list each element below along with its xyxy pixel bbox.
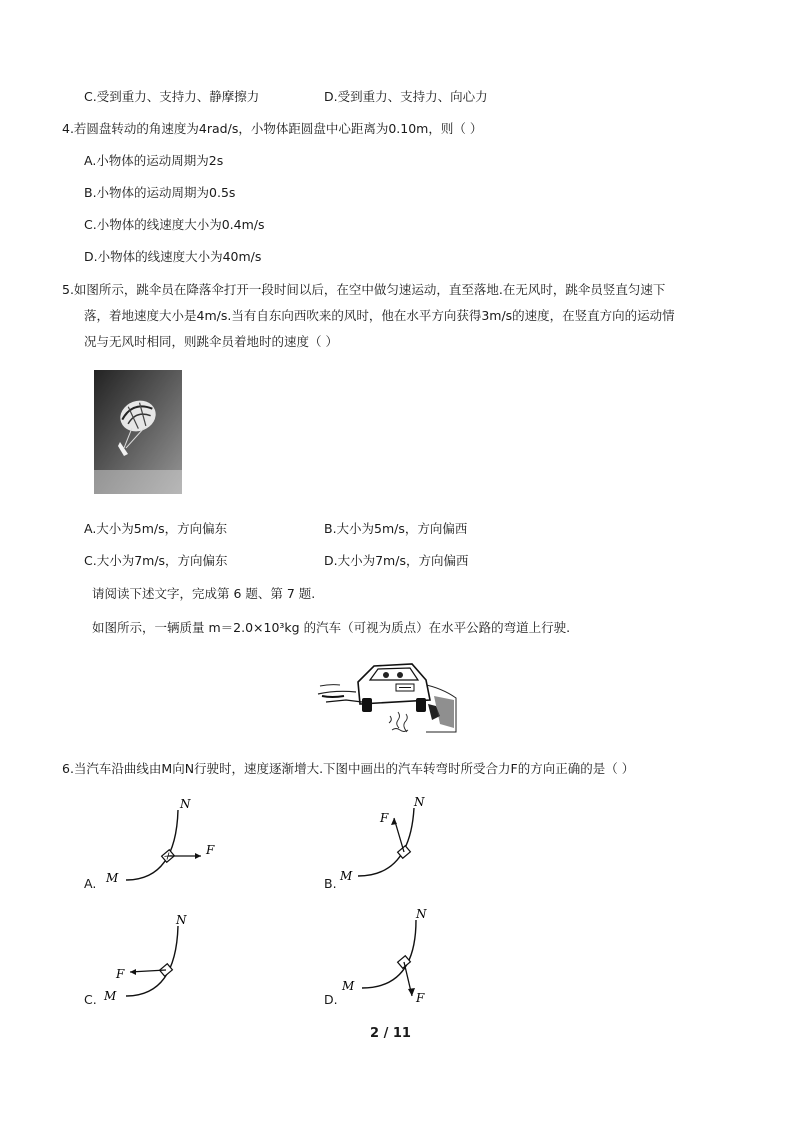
reading-text: 如图所示，一辆质量 m＝2.0×10³kg 的汽车（可视为质点）在水平公路的弯道上行驶. — [92, 620, 571, 635]
point-m-label: M — [104, 989, 117, 1003]
point-m-label: M — [342, 979, 355, 993]
q5-stem-line-3: 况与无风时相同，则跳伞员着地时的速度（ ） — [84, 334, 338, 349]
force-label: F — [206, 843, 215, 857]
q6-option-d-label: D. — [324, 992, 338, 1007]
q6-option-b-diagram — [330, 792, 470, 896]
q3-option-d: D.受到重力、支持力、向心力 — [324, 89, 488, 104]
point-n-label: N — [416, 907, 427, 921]
q6-option-a-label: A. — [84, 876, 97, 891]
q4-option-a: A.小物体的运动周期为2s — [84, 153, 224, 168]
parachutist-photo — [94, 370, 182, 494]
q6-option-c-label: C. — [84, 992, 97, 1007]
q6-option-b-label: B. — [324, 876, 337, 891]
q6-stem: 6.当汽车沿曲线由M向N行驶时，速度逐渐增大.下图中画出的汽车转弯时所受合力F的方向正确的是（ ） — [62, 761, 635, 776]
q5-option-a: A.大小为5m/s，方向偏东 — [84, 521, 228, 536]
q5-option-b: B.大小为5m/s，方向偏西 — [324, 521, 468, 536]
force-label: F — [416, 991, 425, 1005]
q5-option-c: C.大小为7m/s，方向偏东 — [84, 553, 228, 568]
page-number: 2 / 11 — [370, 1026, 411, 1041]
q4-option-b: B.小物体的运动周期为0.5s — [84, 185, 236, 200]
reading-intro: 请阅读下述文字，完成第 6 题、第 7 题. — [92, 586, 316, 601]
q5-option-d: D.大小为7m/s，方向偏西 — [324, 553, 469, 568]
force-label: F — [380, 811, 389, 825]
q4-stem: 4.若圆盘转动的角速度为4rad/s，小物体距圆盘中心距离为0.10m，则（ ） — [62, 121, 483, 136]
point-n-label: N — [176, 913, 187, 927]
car-on-curve-illustration — [316, 654, 458, 742]
q3-option-c: C.受到重力、支持力、静摩擦力 — [84, 89, 260, 104]
point-m-label: M — [340, 869, 353, 883]
q5-stem-line-1: 5.如图所示，跳伞员在降落伞打开一段时间以后，在空中做匀速运动，直至落地.在无风时，跳伞员竖直匀速下 — [62, 282, 666, 297]
q4-option-d: D.小物体的线速度大小为40m/s — [84, 249, 262, 264]
q6-option-d-diagram — [336, 906, 476, 1010]
point-n-label: N — [414, 795, 425, 809]
q6-option-a-diagram — [96, 796, 236, 896]
q5-stem-line-2: 落，着地速度大小是4m/s.当有自东向西吹来的风时，他在水平方向获得3m/s的速度，在竖直方向的运动情 — [84, 308, 675, 323]
q6-option-c-diagram — [96, 912, 236, 1012]
q4-option-c: C.小物体的线速度大小为0.4m/s — [84, 217, 265, 232]
point-n-label: N — [180, 797, 191, 811]
force-label: F — [116, 967, 125, 981]
point-m-label: M — [106, 871, 119, 885]
